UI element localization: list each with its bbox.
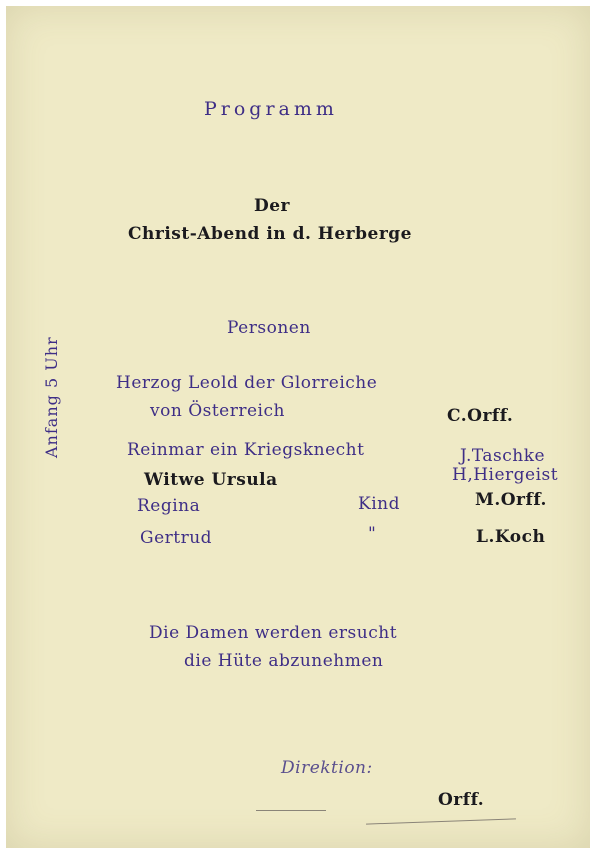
play-title-line1: Der [254, 196, 291, 216]
start-time: Anfang 5 Uhr [42, 336, 61, 458]
notice-line1: Die Damen werden ersucht [149, 623, 398, 643]
program-title: Programm [204, 98, 338, 120]
role-note: Kind [358, 494, 400, 514]
role-name: Regina [137, 496, 201, 516]
play-title-line2: Christ-Abend in d. Herberge [128, 224, 412, 244]
actor-name: L.Koch [476, 527, 546, 547]
signature-stroke [256, 810, 326, 811]
actor-name: C.Orff. [447, 406, 514, 426]
actor-name: M.Orff. [475, 490, 547, 510]
cast-heading: Personen [227, 318, 311, 338]
role-name: Witwe Ursula [144, 470, 278, 490]
direction-label: Direktion: [281, 758, 373, 778]
actor-name: H,Hiergeist [452, 465, 559, 485]
signature-stroke [366, 818, 516, 824]
role-name: von Österreich [150, 401, 285, 421]
role-name: Reinmar ein Kriegsknecht [127, 440, 365, 460]
role-name: Herzog Leold der Glorreiche [116, 373, 378, 393]
actor-name: J.Taschke [460, 446, 546, 466]
program-sheet [6, 6, 590, 848]
role-name: Gertrud [140, 528, 213, 548]
role-note: " [368, 524, 377, 544]
signature: Orff. [438, 790, 485, 810]
notice-line2: die Hüte abzunehmen [184, 651, 384, 671]
